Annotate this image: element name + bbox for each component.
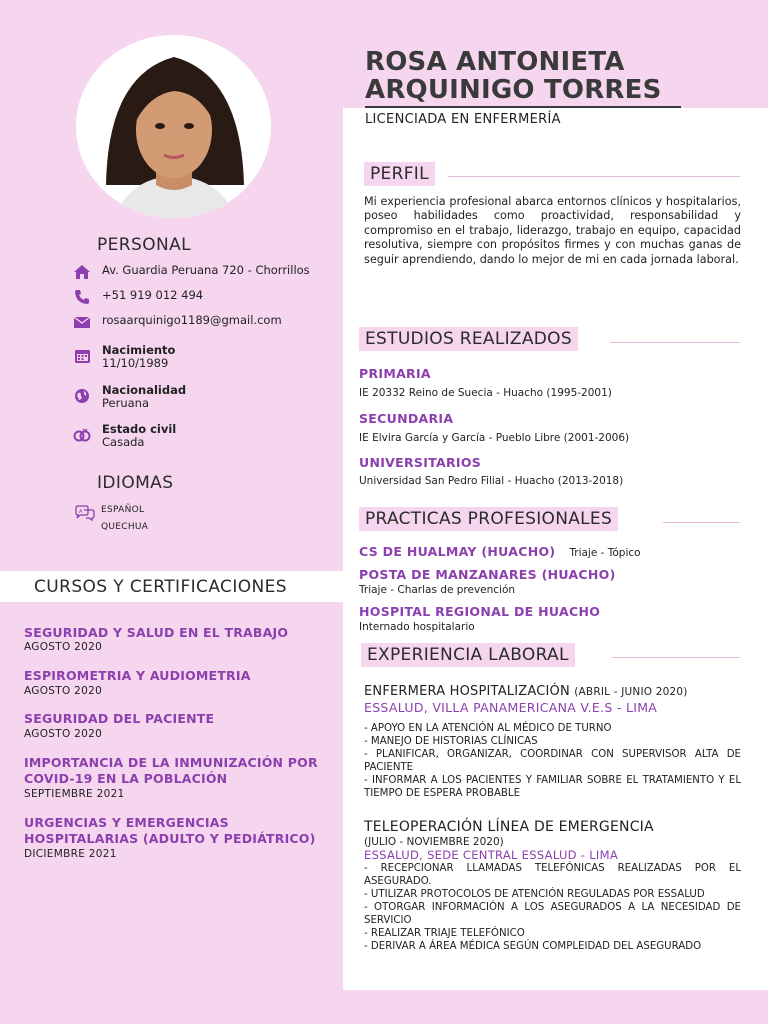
course-date: SEPTIEMBRE 2021 [24,788,125,800]
education-rule [610,342,740,343]
phone-text: +51 919 012 494 [102,288,204,302]
birth-label: Nacimiento [102,343,176,357]
personal-heading: PERSONAL [97,235,191,255]
practice-place: CS DE HUALMAY (HUACHO) [359,544,556,559]
profile-text: Mi experiencia profesional abarca entornos clínicos y hospitalarios, poseo habilidades como proactividad, responsabilidad y compromiso en el trabajo, liderazgo, trabajo en equipo, capacidad resolutiva, siempre con propósitos firmes y con muchas ganas de seguir aprendiendo, dando lo mejor de mi en cada jornada laboral. [364,195,741,266]
job-task: - RECEPCIONAR LLAMADAS TELEFÓNICAS REALIZADAS POR EL ASEGURADO. [364,863,741,887]
job-task: - DERIVAR A ÁREA MÉDICA SEGÚN COMPLEIDAD DEL ASEGURADO [364,941,702,952]
civil-status-value: Casada [102,435,145,449]
job-task: - INFORMAR A LOS PACIENTES Y FAMILIAR SOBRE EL TRATAMIENTO Y EL TIEMPO DE ESPERA PROBABLE [364,775,741,799]
practice-detail: Internado hospitalario [359,621,475,633]
course-date: AGOSTO 2020 [24,728,103,740]
education-detail: IE 20332 Reino de Suecia - Huacho (1995-2001) [359,387,612,399]
experience-heading: EXPERIENCIA LABORAL [361,643,575,667]
courses-heading: CURSOS Y CERTIFICACIONES [34,577,287,597]
job-tasks [364,722,741,800]
address-row [72,264,310,280]
home-icon [72,264,92,280]
job-tasks [364,862,741,953]
profile-rule [448,176,740,177]
job-period: (ABRIL - JUNIO 2020) [574,686,688,698]
practice-detail: Triaje - Tópico [569,547,641,559]
course-title: SEGURIDAD Y SALUD EN EL TRABAJO [24,625,289,640]
course-date: AGOSTO 2020 [24,685,103,697]
email-text: rosaarquinigo1189@gmail.com [102,313,282,327]
course-title: SEGURIDAD DEL PACIENTE [24,711,215,726]
name-underline [365,106,681,108]
course-title-line: IMPORTANCIA DE LA INMUNIZACIÓN POR [24,755,318,770]
course-title: ESPIROMETRIA Y AUDIOMETRIA [24,668,251,683]
experience-rule [612,657,740,658]
education-level: PRIMARIA [359,366,431,381]
course-title-line: COVID-19 EN LA POBLACIÓN [24,770,228,786]
civil-status-label: Estado civil [102,422,177,436]
calendar-icon [72,348,92,364]
birth-value: 11/10/1989 [102,356,169,370]
course-title-line: URGENCIAS Y EMERGENCIAS [24,815,229,830]
practice-place: POSTA DE MANZANARES (HUACHO) [359,567,616,582]
course-date: DICIEMBRE 2021 [24,848,117,860]
language-item: QUECHUA [101,522,149,532]
email-row [72,314,282,330]
phone-icon [72,289,92,305]
address-text: Av. Guardia Peruana 720 - Chorrillos [102,263,310,277]
job-organization: ESSALUD, SEDE CENTRAL ESSALUD - LIMA [364,848,618,862]
rings-icon [72,427,92,443]
full-name [365,48,662,104]
chat-icon [74,505,96,525]
birth-row [72,344,175,370]
mail-icon [72,314,92,330]
language-item: ESPAÑOL [101,505,145,515]
education-detail: Universidad San Pedro Filial - Huacho (2013-2018) [359,475,624,487]
practice-item [359,544,641,559]
course-date: AGOSTO 2020 [24,641,103,653]
name-line-1: ROSA ANTONIETA [365,47,625,77]
practices-rule [663,522,740,523]
job-title-text: ENFERMERA HOSPITALIZACIÓN [364,684,570,699]
course-title [24,755,318,786]
job-task: - REALIZAR TRIAJE TELEFÓNICO [364,928,525,939]
nationality-value: Peruana [102,396,149,410]
birth-block [102,344,175,370]
phone-row [72,289,203,305]
name-line-2: ARQUINIGO TORRES [365,75,662,105]
job-organization: ESSALUD, VILLA PANAMERICANA V.E.S - LIMA [364,700,658,715]
profile-photo [76,35,271,218]
profile-heading: PERFIL [364,162,435,186]
nationality-label: Nacionalidad [102,383,187,397]
education-level: UNIVERSITARIOS [359,455,482,470]
nationality-block [102,384,186,410]
civil-status-row [72,423,176,449]
course-title [24,815,316,846]
education-detail: IE Elvira García y García - Pueblo Libre (2001-2006) [359,432,630,444]
course-title-line: HOSPITALARIAS (ADULTO Y PEDIÁTRICO) [24,830,316,846]
job-title-text: TELEOPERACIÓN LÍNEA DE EMERGENCIA [364,819,654,835]
civil-status-block [102,423,176,449]
job-subtitle: LICENCIADA EN ENFERMERÍA [365,112,561,127]
globe-icon [72,388,92,404]
education-heading: ESTUDIOS REALIZADOS [359,327,578,351]
job-task: - PLANIFICAR, ORGANIZAR, COORDINAR CON SUPERVISOR ALTA DE PACIENTE [364,749,741,773]
practices-heading: PRACTICAS PROFESIONALES [359,507,618,531]
job-period: (JULIO - NOVIEMBRE 2020) [364,836,504,848]
job-task: - UTILIZAR PROTOCOLOS DE ATENCIÓN REGULADAS POR ESSALUD [364,889,705,900]
practice-place: HOSPITAL REGIONAL DE HUACHO [359,604,601,619]
languages-heading: IDIOMAS [97,473,174,493]
job-task: - MANEJO DE HISTORIAS CLÍNICAS [364,736,538,747]
job-title [364,684,688,699]
nationality-row [72,384,186,410]
job-task: - APOYO EN LA ATENCIÓN AL MÉDICO DE TURNO [364,723,612,734]
practice-detail: Triaje - Charlas de prevención [359,584,516,596]
svg-text:A: A [79,509,83,515]
job-task: - OTORGAR INFORMACIÓN A LOS ASEGURADOS A LA NECESIDAD DE SERVICIO [364,902,741,926]
education-level: SECUNDARIA [359,411,454,426]
